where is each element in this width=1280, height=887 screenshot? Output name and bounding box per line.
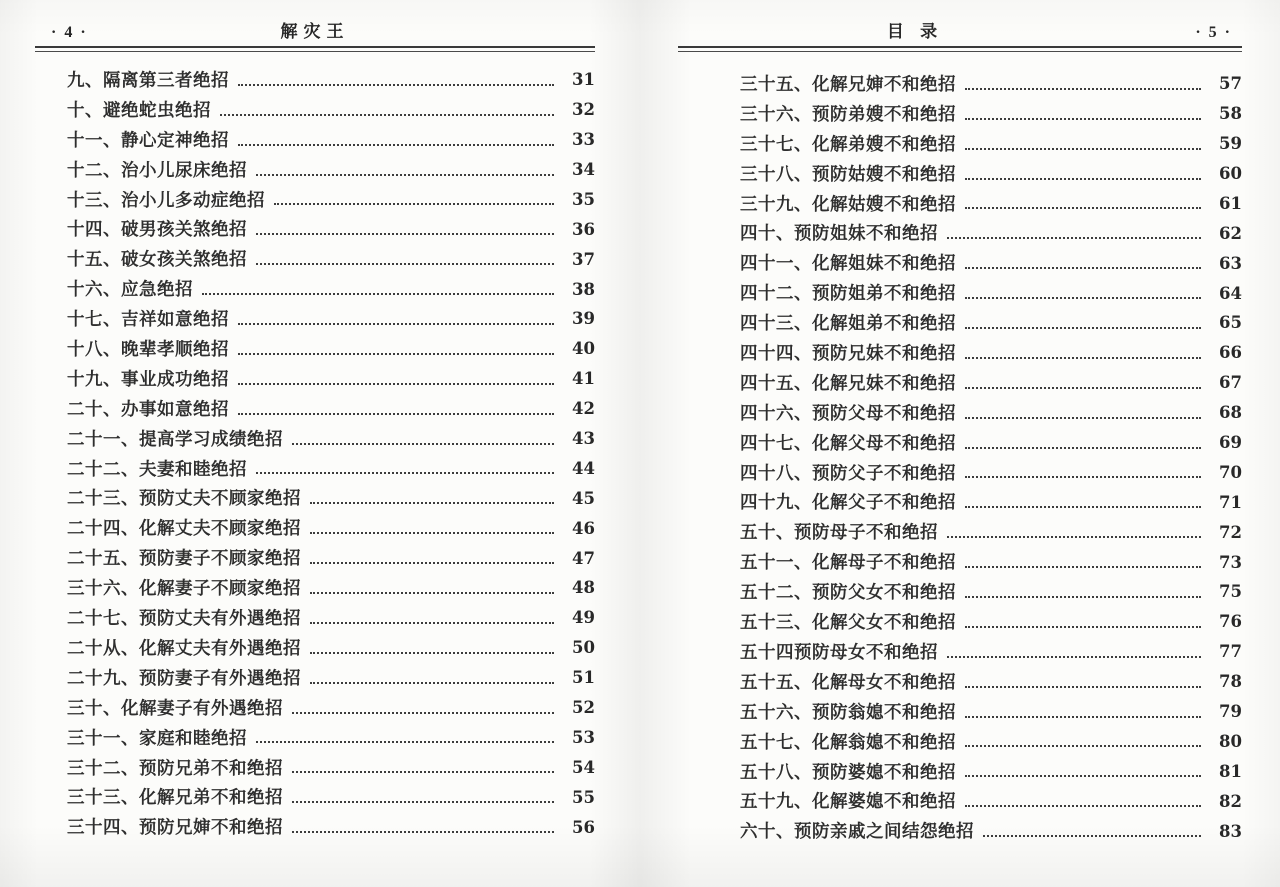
toc-entry-page: 42 <box>572 399 595 419</box>
toc-entry-title: 五十八、预防婆媳不和绝招 <box>740 761 956 782</box>
toc-entry-title: 十一、静心定神绝招 <box>67 129 229 150</box>
toc-entry-page: 49 <box>572 608 595 628</box>
toc-entry <box>678 604 1242 634</box>
toc-entry <box>678 724 1242 754</box>
toc-entry-page: 80 <box>1219 731 1242 751</box>
toc-entry-title: 五十四预防母女不和绝招 <box>740 641 938 662</box>
dotted-leader <box>947 536 1201 538</box>
toc-entry <box>35 241 595 271</box>
toc-entry-title: 三十四、预防兄婶不和绝招 <box>67 817 283 838</box>
toc-entry-page: 64 <box>1219 283 1242 303</box>
dotted-leader <box>256 741 554 743</box>
toc-entry-page: 73 <box>1219 552 1242 572</box>
dotted-leader <box>202 293 554 295</box>
toc-entry-title: 三十八、预防姑嫂不和绝招 <box>740 163 956 184</box>
toc-entry-page: 83 <box>1219 821 1242 841</box>
running-title: 解灾王 <box>280 22 350 41</box>
page-number-marker: · 4 · <box>51 24 88 41</box>
toc-entry-title: 三十二、预防兄弟不和绝招 <box>67 757 283 778</box>
toc-entry-page: 37 <box>572 249 595 269</box>
toc-entry-title: 三十六、化解妻子不顾家绝招 <box>67 578 301 599</box>
dotted-leader <box>965 118 1201 120</box>
toc-entry <box>678 365 1242 395</box>
toc-entry <box>35 451 595 481</box>
page-right-header <box>678 14 1242 46</box>
toc-entry <box>35 749 595 779</box>
dotted-leader <box>310 592 554 594</box>
toc-entry-title: 五十二、预防父女不和绝招 <box>740 582 956 603</box>
toc-entry <box>678 215 1242 245</box>
toc-entry <box>678 96 1242 126</box>
toc-entry-page: 35 <box>572 189 595 209</box>
toc-list-right <box>678 66 1242 843</box>
toc-entry-page: 44 <box>572 458 595 478</box>
toc-entry <box>678 634 1242 664</box>
dotted-leader <box>965 297 1201 299</box>
toc-entry <box>35 361 595 391</box>
toc-entry-page: 40 <box>572 339 595 359</box>
toc-entry-title: 十二、治小儿尿床绝招 <box>67 159 247 180</box>
dotted-leader <box>965 596 1201 598</box>
toc-entry-title: 二十四、化解丈夫不顾家绝招 <box>67 518 301 539</box>
page-right <box>678 14 1242 843</box>
dotted-leader <box>238 144 554 146</box>
toc-entry <box>678 126 1242 156</box>
dotted-leader <box>983 835 1201 837</box>
dotted-leader <box>965 447 1201 449</box>
page-left <box>35 14 595 839</box>
toc-entry-title: 三十七、化解弟嫂不和绝招 <box>740 133 956 154</box>
toc-entry <box>678 186 1242 216</box>
dotted-leader <box>238 353 554 355</box>
toc-entry-title: 二十九、预防妻子有外遇绝招 <box>67 667 301 688</box>
toc-entry <box>678 275 1242 305</box>
toc-entry-title: 二十三、预防丈夫不顾家绝招 <box>67 488 301 509</box>
toc-entry <box>678 335 1242 365</box>
toc-entry-title: 四十三、化解姐弟不和绝招 <box>740 313 956 334</box>
toc-entry-title: 三十六、预防弟嫂不和绝招 <box>740 103 956 124</box>
page-left-header <box>35 14 595 46</box>
dotted-leader <box>965 775 1201 777</box>
toc-entry <box>35 510 595 540</box>
toc-entry-title: 三十一、家庭和睦绝招 <box>67 727 247 748</box>
toc-entry-title: 三十、化解妻子有外遇绝招 <box>67 697 283 718</box>
toc-entry-page: 55 <box>572 787 595 807</box>
toc-entry-title: 四十七、化解父母不和绝招 <box>740 432 956 453</box>
toc-entry <box>35 660 595 690</box>
toc-entry-title: 四十、预防姐妹不和绝招 <box>740 223 938 244</box>
toc-entry-title: 二十、办事如意绝招 <box>67 398 229 419</box>
dotted-leader <box>965 267 1201 269</box>
dotted-leader <box>256 233 554 235</box>
toc-entry-page: 57 <box>1219 74 1242 94</box>
toc-entry-page: 33 <box>572 130 595 150</box>
toc-entry <box>35 421 595 451</box>
toc-entry-title: 二十一、提高学习成绩绝招 <box>67 428 283 449</box>
toc-entry-page: 58 <box>1219 104 1242 124</box>
toc-entry <box>35 331 595 361</box>
toc-entry-page: 45 <box>572 488 595 508</box>
toc-entry <box>35 720 595 750</box>
dotted-leader <box>965 417 1201 419</box>
toc-entry <box>35 152 595 182</box>
toc-entry <box>35 122 595 152</box>
dotted-leader <box>965 327 1201 329</box>
toc-entry-title: 四十一、化解姐妹不和绝招 <box>740 253 956 274</box>
toc-entry-page: 38 <box>572 279 595 299</box>
toc-entry-title: 四十二、预防姐弟不和绝招 <box>740 283 956 304</box>
toc-entry <box>35 92 595 122</box>
toc-entry-page: 72 <box>1219 522 1242 542</box>
dotted-leader <box>292 712 554 714</box>
toc-entry-title: 五十五、化解母女不和绝招 <box>740 671 956 692</box>
toc-entry <box>35 570 595 600</box>
dotted-leader <box>965 805 1201 807</box>
toc-entry-page: 51 <box>572 668 595 688</box>
toc-entry-title: 三十五、化解兄婶不和绝招 <box>740 74 956 95</box>
toc-entry-page: 41 <box>572 369 595 389</box>
toc-entry <box>35 301 595 331</box>
toc-entry-page: 75 <box>1219 582 1242 602</box>
toc-entry-page: 78 <box>1219 672 1242 692</box>
toc-entry-page: 66 <box>1219 343 1242 363</box>
toc-entry-title: 十九、事业成功绝招 <box>67 368 229 389</box>
toc-entry-title: 六十、预防亲戚之间结怨绝招 <box>740 821 974 842</box>
toc-entry-page: 69 <box>1219 432 1242 452</box>
toc-entry-page: 61 <box>1219 193 1242 213</box>
toc-entry-title: 九、隔离第三者绝招 <box>67 70 229 91</box>
header-rule <box>35 46 595 52</box>
toc-entry-page: 68 <box>1219 403 1242 423</box>
toc-entry <box>678 425 1242 455</box>
dotted-leader <box>292 771 554 773</box>
dotted-leader <box>965 745 1201 747</box>
toc-entry-page: 65 <box>1219 313 1242 333</box>
header-rule <box>678 46 1242 52</box>
toc-entry <box>678 305 1242 335</box>
toc-entry-page: 82 <box>1219 791 1242 811</box>
toc-entry-page: 71 <box>1219 492 1242 512</box>
toc-entry <box>678 664 1242 694</box>
toc-entry-title: 四十四、预防兄妹不和绝招 <box>740 343 956 364</box>
toc-entry <box>35 211 595 241</box>
toc-entry-title: 三十九、化解姑嫂不和绝招 <box>740 193 956 214</box>
toc-entry-title: 十四、破男孩关煞绝招 <box>67 219 247 240</box>
dotted-leader <box>274 203 554 205</box>
toc-entry-page: 79 <box>1219 701 1242 721</box>
toc-entry <box>35 690 595 720</box>
dotted-leader <box>965 566 1201 568</box>
toc-entry <box>678 514 1242 544</box>
dotted-leader <box>965 626 1201 628</box>
toc-entry-title: 二十从、化解丈夫有外遇绝招 <box>67 637 301 658</box>
toc-entry <box>678 455 1242 485</box>
dotted-leader <box>238 383 554 385</box>
toc-entry-page: 81 <box>1219 761 1242 781</box>
toc-entry <box>35 271 595 301</box>
page-number-marker: · 5 · <box>1195 24 1232 41</box>
running-title: 目 录 <box>886 22 944 41</box>
dotted-leader <box>947 656 1201 658</box>
toc-entry-page: 43 <box>572 428 595 448</box>
toc-entry-title: 五十六、预防翁媳不和绝招 <box>740 701 956 722</box>
toc-entry-page: 39 <box>572 309 595 329</box>
toc-entry <box>678 694 1242 724</box>
toc-entry-title: 四十九、化解父子不和绝招 <box>740 492 956 513</box>
toc-entry-page: 60 <box>1219 163 1242 183</box>
toc-entry-title: 十六、应急绝招 <box>67 279 193 300</box>
toc-entry-page: 53 <box>572 727 595 747</box>
toc-entry-title: 十、避绝蛇虫绝招 <box>67 99 211 120</box>
toc-entry <box>35 391 595 421</box>
toc-entry-title: 三十三、化解兄弟不和绝招 <box>67 787 283 808</box>
toc-entry-page: 34 <box>572 159 595 179</box>
toc-entry <box>35 809 595 839</box>
toc-entry-title: 四十五、化解兄妹不和绝招 <box>740 372 956 393</box>
toc-entry-title: 五十九、化解婆媳不和绝招 <box>740 791 956 812</box>
dotted-leader <box>310 622 554 624</box>
toc-entry <box>35 600 595 630</box>
toc-entry <box>678 574 1242 604</box>
dotted-leader <box>292 831 554 833</box>
dotted-leader <box>965 148 1201 150</box>
dotted-leader <box>965 387 1201 389</box>
toc-entry-page: 46 <box>572 518 595 538</box>
toc-entry-page: 67 <box>1219 373 1242 393</box>
toc-entry-title: 十三、治小儿多动症绝招 <box>67 189 265 210</box>
toc-entry <box>678 395 1242 425</box>
toc-list-left <box>35 62 595 839</box>
toc-entry-title: 二十二、夫妻和睦绝招 <box>67 458 247 479</box>
toc-entry-page: 31 <box>572 70 595 90</box>
toc-entry-title: 二十五、预防妻子不顾家绝招 <box>67 548 301 569</box>
toc-entry <box>678 156 1242 186</box>
dotted-leader <box>310 562 554 564</box>
toc-entry-title: 四十八、预防父子不和绝招 <box>740 462 956 483</box>
toc-entry-page: 56 <box>572 817 595 837</box>
toc-entry-title: 十七、吉祥如意绝招 <box>67 309 229 330</box>
toc-entry-page: 70 <box>1219 462 1242 482</box>
dotted-leader <box>238 323 554 325</box>
toc-entry-page: 52 <box>572 697 595 717</box>
toc-entry-page: 59 <box>1219 134 1242 154</box>
dotted-leader <box>292 801 554 803</box>
toc-entry <box>678 544 1242 574</box>
toc-entry-page: 54 <box>572 757 595 777</box>
dotted-leader <box>965 357 1201 359</box>
toc-entry-page: 77 <box>1219 642 1242 662</box>
toc-entry <box>678 813 1242 843</box>
toc-entry-page: 32 <box>572 100 595 120</box>
toc-entry <box>678 66 1242 96</box>
toc-entry-page: 62 <box>1219 223 1242 243</box>
dotted-leader <box>238 413 554 415</box>
dotted-leader <box>310 502 554 504</box>
toc-entry <box>35 630 595 660</box>
toc-entry <box>678 783 1242 813</box>
toc-entry <box>35 480 595 510</box>
toc-entry-title: 五十三、化解父女不和绝招 <box>740 612 956 633</box>
dotted-leader <box>947 237 1201 239</box>
toc-entry <box>678 484 1242 514</box>
toc-entry-page: 63 <box>1219 253 1242 273</box>
toc-entry-page: 36 <box>572 219 595 239</box>
toc-entry <box>35 540 595 570</box>
dotted-leader <box>256 174 554 176</box>
dotted-leader <box>965 88 1201 90</box>
toc-entry <box>35 779 595 809</box>
dotted-leader <box>965 716 1201 718</box>
toc-entry-page: 48 <box>572 578 595 598</box>
toc-entry-title: 十八、晚辈孝顺绝招 <box>67 339 229 360</box>
dotted-leader <box>310 682 554 684</box>
toc-entry-title: 五十一、化解母子不和绝招 <box>740 552 956 573</box>
dotted-leader <box>965 476 1201 478</box>
toc-entry <box>678 753 1242 783</box>
dotted-leader <box>965 506 1201 508</box>
toc-entry-title: 五十七、化解翁媳不和绝招 <box>740 731 956 752</box>
dotted-leader <box>965 178 1201 180</box>
dotted-leader <box>220 114 554 116</box>
dotted-leader <box>292 443 554 445</box>
toc-entry <box>35 62 595 92</box>
dotted-leader <box>256 263 554 265</box>
dotted-leader <box>310 652 554 654</box>
dotted-leader <box>965 686 1201 688</box>
toc-entry-page: 76 <box>1219 612 1242 632</box>
toc-entry <box>678 245 1242 275</box>
toc-entry-title: 五十、预防母子不和绝招 <box>740 522 938 543</box>
dotted-leader <box>965 207 1201 209</box>
toc-entry-title: 二十七、预防丈夫有外遇绝招 <box>67 608 301 629</box>
toc-entry-page: 50 <box>572 638 595 658</box>
toc-entry <box>35 182 595 212</box>
toc-entry-title: 四十六、预防父母不和绝招 <box>740 402 956 423</box>
dotted-leader <box>256 472 554 474</box>
toc-entry-page: 47 <box>572 548 595 568</box>
dotted-leader <box>310 532 554 534</box>
toc-entry-title: 十五、破女孩关煞绝招 <box>67 249 247 270</box>
dotted-leader <box>238 84 554 86</box>
